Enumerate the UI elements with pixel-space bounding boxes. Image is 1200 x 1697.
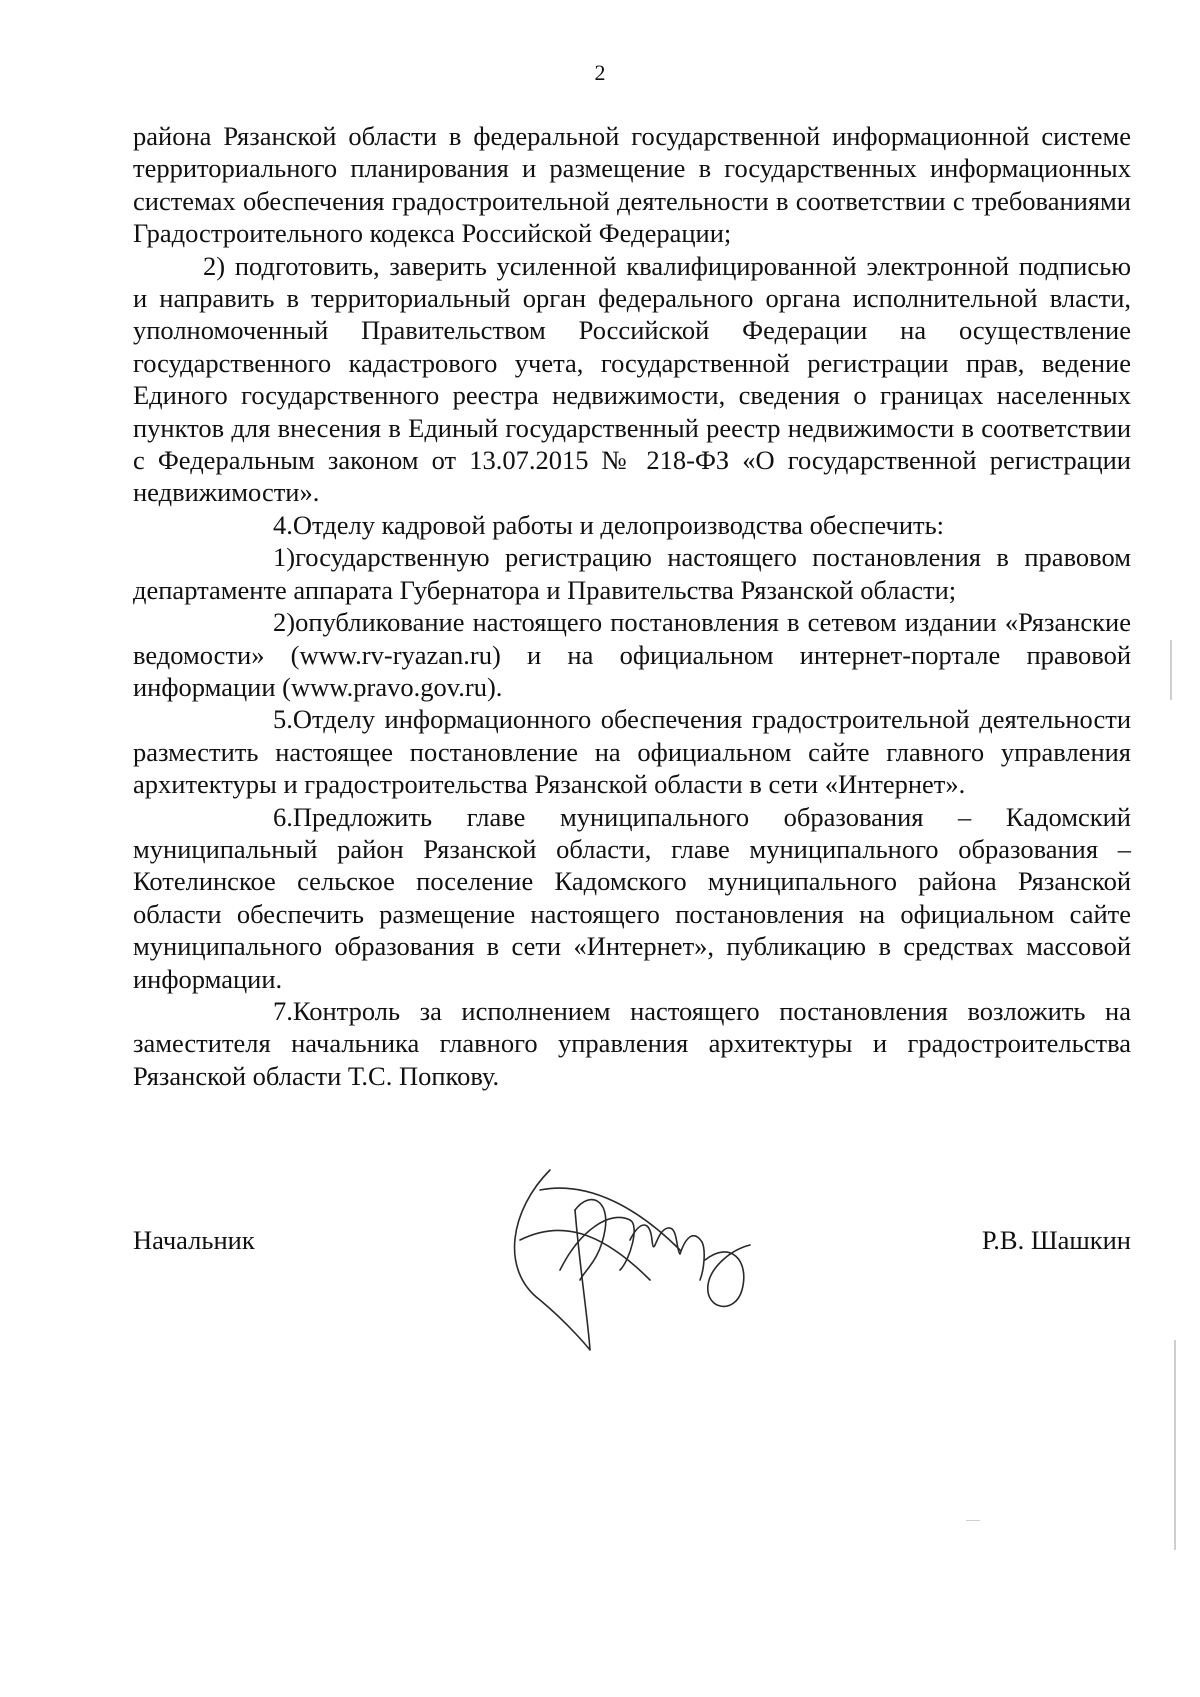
paragraph-item-5 xyxy=(133,703,1131,800)
item-text: Отделу кадровой работы и делопроизводства обеспечить: xyxy=(292,509,945,540)
paragraph-item-2-rosreestr: 2) подготовить, заверить усиленной квалифицированной электронной подписью и направить в территориальный орган федерального органа исполнительной власти, уполномоченный Правительством Российской Федерации на осуществление государственного кадастрового учета, государственной регистрации прав, ведение Единого государственного реестра недвижимости, сведения о границах населенных пунктов для внесения в Единый государственный реестр недвижимости в соответствии с Федеральным законом от 13.07.2015 № 218-ФЗ «О государственной регистрации недвижимости». xyxy=(133,250,1131,508)
page-number: 2 xyxy=(594,60,606,85)
signatory-title: Начальник xyxy=(133,1225,255,1255)
item-number: 5. xyxy=(273,704,293,735)
item-number: 2) xyxy=(273,607,296,638)
item-number: 4. xyxy=(273,509,293,540)
item-text: Предложить главе муниципального образования – Кадомский муниципальный район Рязанской области, главе муниципального образования – Котелинское сельское поселение Кадомского муниципального района Рязанской области обеспечить размещение настоящего постановления на официальном сайте муниципального образования в сети «Интернет», публикацию в средствах массовой информации. xyxy=(133,801,1131,994)
paragraph-item-6 xyxy=(133,801,1131,995)
scan-edge-mark xyxy=(1174,1340,1176,1550)
item-text: государственную регистрацию настоящего постановления в правовом департаменте аппарата Губернатора и Правительства Рязанской области; xyxy=(133,542,1131,605)
item-text: опубликование настоящего постановления в сетевом издании «Рязанские ведомости» (www.rv-ryazan.ru) и на официальном интернет-портале правовой информации (www.pravo.gov.ru). xyxy=(133,607,1131,702)
paragraph-continuation: района Рязанской области в федеральной государственной информационной системе территориального планирования и размещение в государственных информационных системах обеспечения градостроительной деятельности в соответствии с требованиями Градостроительного кодекса Российской Федерации; xyxy=(133,121,1131,249)
item-number: 7. xyxy=(273,995,293,1026)
paragraph-item-4-1 xyxy=(133,541,1131,606)
scan-edge-mark xyxy=(1170,640,1172,700)
item-number: 1) xyxy=(273,542,296,573)
item-number: 6. xyxy=(273,801,293,832)
item-text: Контроль за исполнением настоящего постановления возложить на заместителя начальника главного управления архитектуры и градостроительства Рязанской области Т.С. Попкову. xyxy=(133,995,1131,1091)
paragraph-item-4 xyxy=(133,509,1131,541)
signatory-name: Р.В. Шашкин xyxy=(981,1225,1131,1255)
document-body xyxy=(133,120,1131,1092)
paragraph-item-7 xyxy=(133,995,1131,1092)
item-text: Отделу информационного обеспечения градостроительной деятельности разместить настоящее постановление на официальном сайте главного управления архитектуры и градостроительства Рязанской области в сети «Интернет». xyxy=(133,704,1131,800)
paragraph-item-4-2 xyxy=(133,606,1131,703)
scan-edge-mark xyxy=(966,1520,980,1521)
signature-block xyxy=(133,1225,1131,1265)
